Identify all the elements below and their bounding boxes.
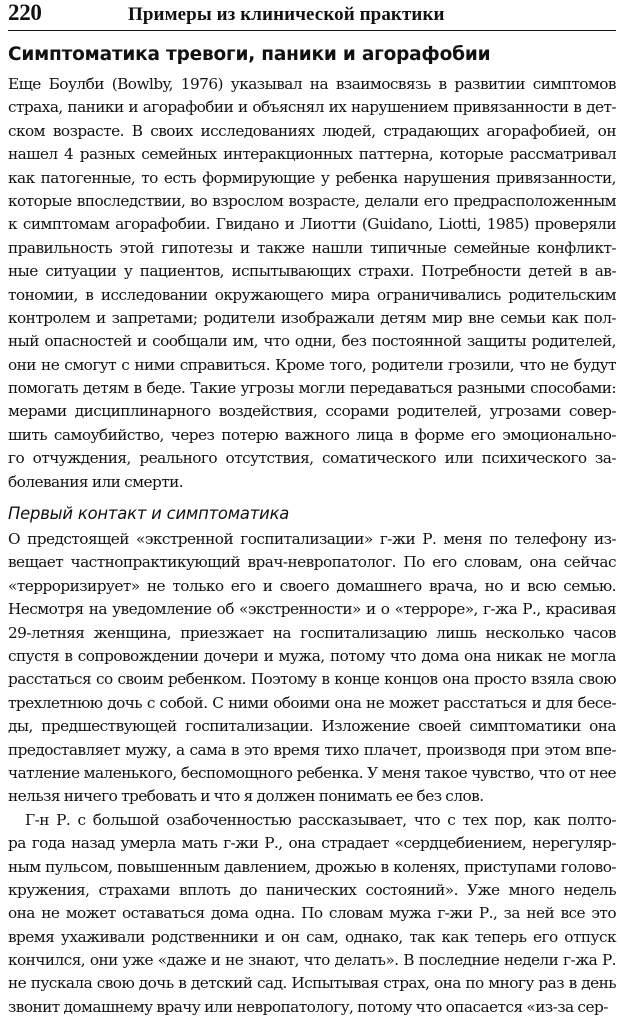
book-title: Примеры из клинической практики — [128, 4, 445, 25]
text-line: 29-летняя женщина, приезжает на госпитализацию лишь несколько часов — [8, 623, 616, 642]
text-line: чатление маленького, беспомощного ребенка. У меня такое чувство, что от нее — [8, 763, 616, 782]
text-line: звонит домашнему врачу или невропатологу, потому что опасается «из-за сер- — [8, 997, 608, 1016]
text-line: ском возрасте. В своих исследованиях людей, страдающих агорафобией, он — [8, 121, 616, 140]
text-line: правильность этой гипотезы и также нашли типичные семейные конфликт- — [8, 238, 616, 257]
section-heading: Симптоматика тревоги, паники и агорафобии — [8, 44, 491, 65]
text-line: О предстоящей «экстренной госпитализации» г-жи Р. меня по телефону из- — [8, 530, 616, 549]
text-line: контролем и запретами; родители изображали детям мир вне семьи как пол- — [8, 308, 616, 327]
text-line: ра года назад умерла мать г-жи Р., она страдает «сердцебиением, нерегуляр- — [8, 834, 616, 853]
text-line: «терроризирует» не только его и своего домашнего врача, но и всю семью. — [8, 576, 616, 595]
text-line: не пускала свою дочь в детский сад. Испытывая страх, она по многу раз в день — [8, 974, 616, 993]
text-line: ный опасностей и сообщали им, что одни, без постоянной защиты родителей, — [8, 332, 616, 351]
text-line: которые впоследствии, во взрослом возрасте, делали его предрасположенным — [8, 191, 616, 210]
text-line: вещает частнопрактикующий врач-невропатолог. По его словам, она сейчас — [8, 553, 616, 572]
text-line: предоставляет мужу, а сама в это время тихо плачет, производя при этом впе- — [8, 740, 616, 759]
text-line: расстаться со своим ребенком. Поэтому в конце концов она просто взяла свою — [8, 670, 616, 689]
text-line: время ухаживали родственники и он сам, однако, так как теперь его отпуск — [8, 927, 616, 946]
text-line: нашел 4 разных семейных интеракционных паттерна, которые рассматривал — [8, 145, 616, 164]
text-line: она не может оставаться дома одна. По словам мужа г-жи Р., за ней все это — [8, 904, 616, 923]
text-line: тономии, в исследовании окружающего мира ограничивались родительским — [8, 285, 616, 304]
book-page — [8, 0, 616, 1016]
text-line: ды, предшествующей госпитализации. Изложение своей симптоматики она — [8, 717, 616, 736]
text-line: ные ситуации у пациентов, испытывающих страхи. Потребности детей в ав- — [8, 262, 616, 281]
text-line: трехлетнюю дочь с собой. С ними обоими она не может расстаться и для бесе- — [8, 693, 616, 712]
text-line: как патогенные, то есть формирующие у ребенка нарушения привязанности, — [8, 168, 616, 187]
text-line: Несмотря на уведомление об «экстренности» и о «терроре», г-жа Р., красивая — [8, 600, 616, 619]
text-line: нельзя ничего требовать и что я должен понимать ее без слов. — [8, 787, 484, 806]
page-number: 220 — [8, 0, 42, 25]
text-line: они не смогут с ними справиться. Кроме того, родители грозили, что не будут — [8, 355, 616, 374]
text-line: Еще Боулби (Bowlby, 1976) указывал на взаимосвязь в развитии симптомов — [8, 75, 616, 93]
text-line: Г-н Р. с большой озабоченностью рассказывает, что с тех пор, как полто- — [25, 810, 616, 829]
text-line: шить самоубийство, через потерю важного лица в форме его эмоционально- — [8, 425, 616, 444]
text-line: к симптомам агорафобии. Гвидано и Лиотти (Guidano, Liotti, 1985) проверяли — [8, 215, 616, 234]
text-line: страха, паники и агорафобии и объяснял их нарушением привязанности в дет- — [8, 98, 616, 117]
text-line: го отчуждения, реального отсутствия, соматического или психического за- — [8, 449, 616, 468]
text-line: кружения, страхами вплоть до панических состояний». Уже много недель — [8, 880, 616, 899]
text-line: болевания или смерти. — [8, 472, 184, 491]
text-line: ным пульсом, повышенным давлением, дрожью в коленях, приступами голово- — [8, 857, 616, 876]
text-line: спустя в сопровождении дочери и мужа, потому что дома она никак не могла — [8, 646, 616, 665]
subsection-heading: Первый контакт и симптоматика — [8, 504, 290, 524]
text-line: помогать детям в беде. Такие угрозы могли передаваться разными способами: — [8, 379, 616, 398]
subsection-paragraph-2 — [8, 809, 616, 1019]
running-header — [8, 0, 616, 31]
section-paragraph — [8, 73, 616, 494]
subsection-paragraph-1 — [8, 528, 616, 809]
text-line: кончился, они уже «даже и не знают, что делать». В последние недели г-жа Р. — [8, 951, 616, 970]
text-line: мерами дисциплинарного воздействия, ссорами родителей, угрозами совер- — [8, 402, 616, 421]
